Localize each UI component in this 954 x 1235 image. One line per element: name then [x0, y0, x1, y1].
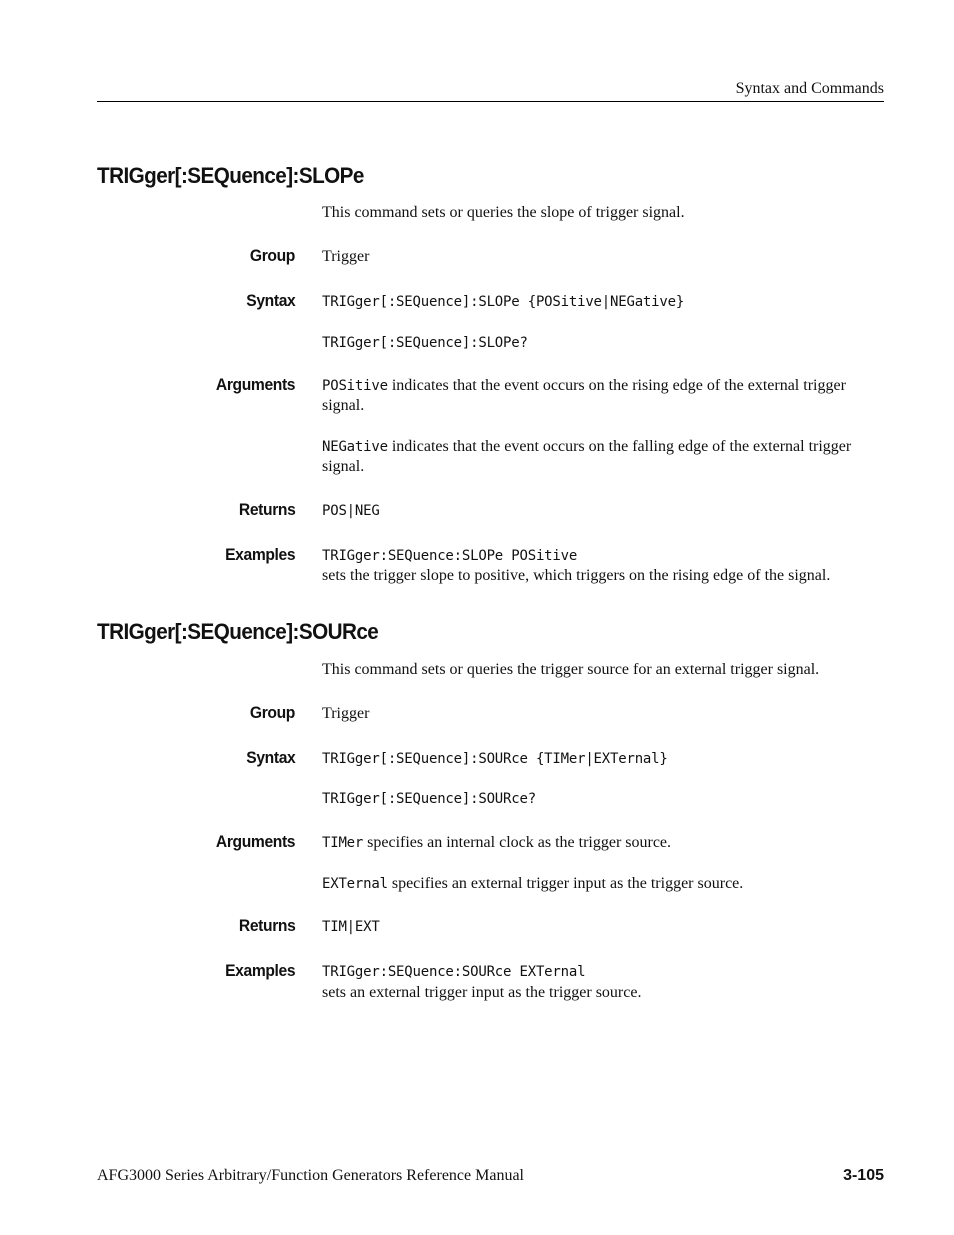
section-title-source: TRIGger[:SEQuence]:SOURce: [97, 619, 379, 644]
slope-arguments-label: Arguments: [215, 375, 295, 394]
argument-code: TIMer: [322, 835, 364, 851]
argument-code: NEGative: [322, 439, 388, 455]
argument-text: specifies an internal clock as the trigger source.: [363, 834, 672, 851]
section-title-slope: TRIGger[:SEQuence]:SLOPe: [97, 163, 364, 188]
source-argument-external: [322, 874, 888, 894]
argument-text: indicates that the event occurs on the falling edge of the external trigger signal.: [322, 438, 852, 475]
slope-returns-label: Returns: [238, 500, 295, 519]
source-example-code: TRIGger:SEQuence:SOURce EXTernal: [322, 964, 586, 980]
source-syntax-query: TRIGger[:SEQuence]:SOURce?: [322, 791, 536, 807]
source-argument-timer: [322, 833, 888, 853]
source-returns-label: Returns: [238, 916, 295, 935]
slope-returns-value: POS|NEG: [322, 503, 380, 519]
source-example-text: sets an external trigger input as the trigger source.: [322, 984, 642, 1001]
source-syntax-label: Syntax: [245, 748, 295, 767]
running-header: Syntax and Commands: [735, 80, 884, 97]
source-returns-value: TIM|EXT: [322, 919, 380, 935]
source-description: This command sets or queries the trigger source for an external trigger signal.: [322, 661, 820, 678]
slope-argument-positive: [322, 376, 888, 416]
slope-syntax-label: Syntax: [245, 291, 295, 310]
slope-argument-negative: [322, 437, 888, 477]
slope-description: This command sets or queries the slope of trigger signal.: [322, 204, 685, 221]
header-divider: [97, 101, 884, 102]
slope-group-label: Group: [249, 246, 295, 265]
slope-syntax-query: TRIGger[:SEQuence]:SLOPe?: [322, 335, 528, 351]
argument-text: indicates that the event occurs on the rising edge of the external trigger signal.: [322, 377, 846, 414]
argument-code: EXTernal: [322, 876, 388, 892]
slope-syntax-set: TRIGger[:SEQuence]:SLOPe {POSitive|NEGative}: [322, 294, 685, 310]
source-syntax-set: TRIGger[:SEQuence]:SOURce {TIMer|EXTernal}: [322, 751, 668, 767]
footer-page-number: 3-105: [843, 1167, 884, 1184]
slope-example-code: TRIGger:SEQuence:SLOPe POSitive: [322, 548, 578, 564]
source-group-label: Group: [249, 703, 295, 722]
source-examples-label: Examples: [224, 961, 295, 980]
slope-example-text: sets the trigger slope to positive, which triggers on the rising edge of the signal.: [322, 567, 831, 584]
footer-manual-title: AFG3000 Series Arbitrary/Function Generators Reference Manual: [97, 1167, 524, 1184]
slope-group-value: Trigger: [322, 248, 370, 265]
argument-code: POSitive: [322, 378, 388, 394]
argument-text: specifies an external trigger input as the trigger source.: [387, 875, 744, 892]
source-arguments-label: Arguments: [215, 832, 295, 851]
slope-examples-label: Examples: [224, 545, 295, 564]
source-group-value: Trigger: [322, 705, 370, 722]
